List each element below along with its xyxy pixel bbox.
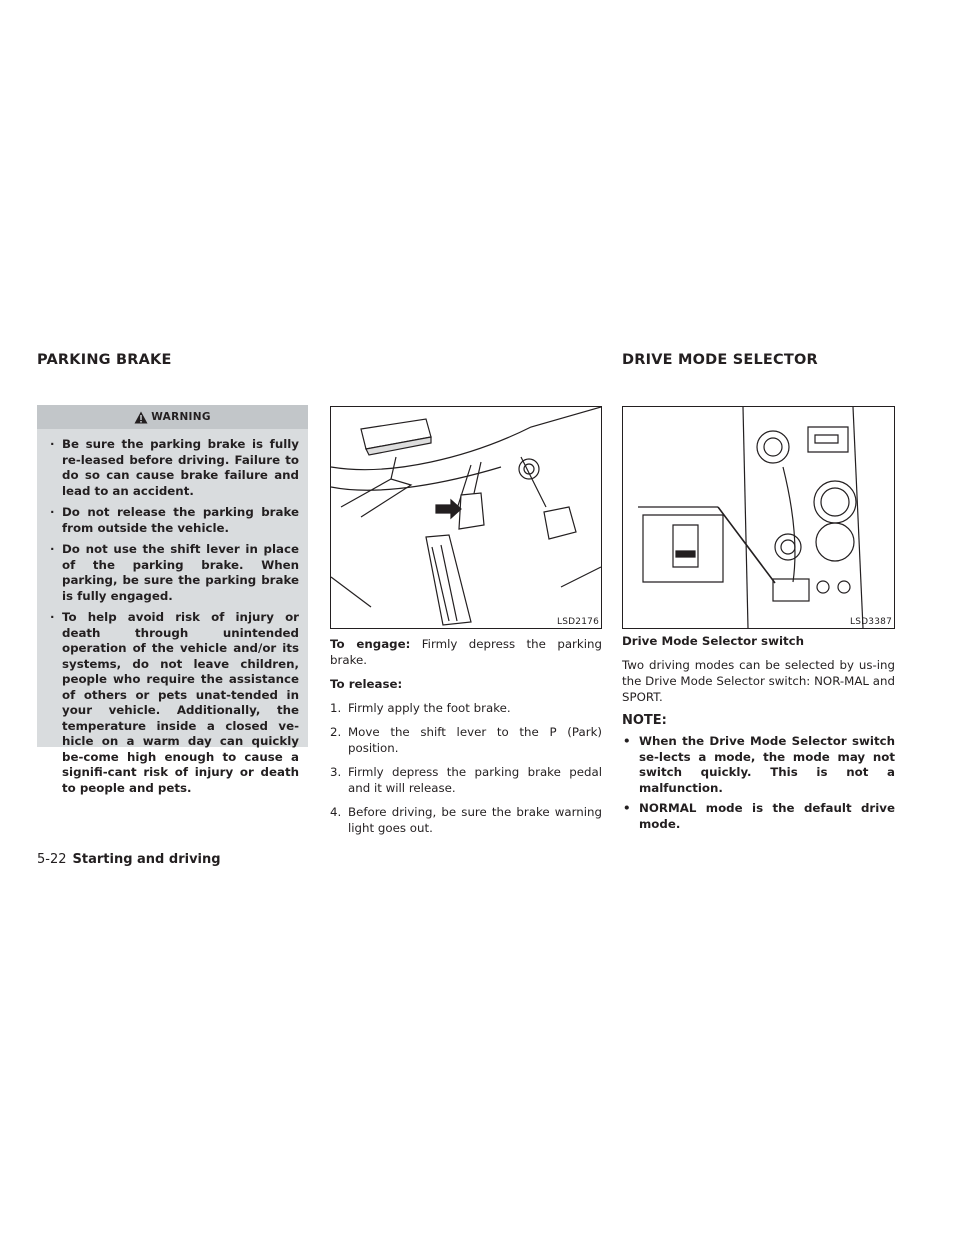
- figure-code-left: LSD2176: [557, 617, 599, 627]
- warning-item: · Do not release the parking brake from outside the vehicle.: [50, 505, 299, 535]
- figure-parking-brake-pedal: [330, 406, 602, 629]
- pedal-illustration: [331, 407, 601, 628]
- warning-label: WARNING: [151, 411, 211, 423]
- page-number: 5-22: [37, 852, 67, 867]
- figure-caption: Drive Mode Selector switch: [622, 634, 805, 648]
- parking-brake-instructions: [330, 636, 602, 844]
- note-item: • When the Drive Mode Selector switch se-lects a mode, the mode may not switch quickly. This is not a malfunction.: [623, 734, 895, 795]
- warning-list: [37, 429, 308, 796]
- page-footer: [37, 852, 221, 867]
- release-step: 2. Move the shift lever to the P (Park) position.: [330, 725, 602, 755]
- warning-triangle-icon: [134, 411, 148, 424]
- release-step: 3. Firmly depress the parking brake pedal and it will release.: [330, 765, 602, 795]
- drive-mode-intro: Two driving modes can be selected by us-ing the Drive Mode Selector switch: NOR-MAL and SPORT.: [622, 658, 895, 704]
- chapter-title: Starting and driving: [72, 852, 221, 867]
- note-item: • NORMAL mode is the default drive mode.: [623, 801, 895, 831]
- release-step: 1. Firmly apply the foot brake.: [330, 701, 511, 715]
- figure-drive-mode-selector: [622, 406, 895, 629]
- section-title-parking-brake: PARKING BRAKE: [37, 352, 172, 368]
- release-steps: [330, 700, 602, 836]
- note-list: [622, 734, 895, 832]
- warning-header: [37, 405, 308, 429]
- warning-box: [37, 405, 308, 795]
- release-label: To release:: [330, 677, 403, 691]
- console-illustration: [623, 407, 894, 628]
- warning-item: · Do not use the shift lever in place of the parking brake. When parking, be sure the parking brake is fully engaged.: [50, 542, 299, 603]
- warning-item: · Be sure the parking brake is fully re-leased before driving. Failure to do so can cause brake failure and lead to an accident.: [50, 437, 299, 498]
- release-step: 4. Before driving, be sure the brake warning light goes out.: [330, 805, 602, 835]
- section-title-drive-mode-selector: DRIVE MODE SELECTOR: [622, 352, 818, 368]
- warning-item: · To help avoid risk of injury or death through unintended operation of the vehicle and/or its systems, do not leave children, people who require the assistance of others or pets unat-tended in your vehicle. Additionally, the temperature inside a closed ve-hicle on a warm day can quickly be-come high enough to cause a signifi-cant risk of injury or death to people and pets.: [50, 610, 299, 795]
- engage-label: To engage:: [330, 637, 411, 651]
- engage-paragraph: To engage: Firmly depress the parking brake.: [330, 637, 602, 667]
- note-title: NOTE:: [622, 713, 667, 728]
- drive-mode-description: [622, 633, 895, 837]
- figure-code-right: LSD3387: [850, 617, 892, 627]
